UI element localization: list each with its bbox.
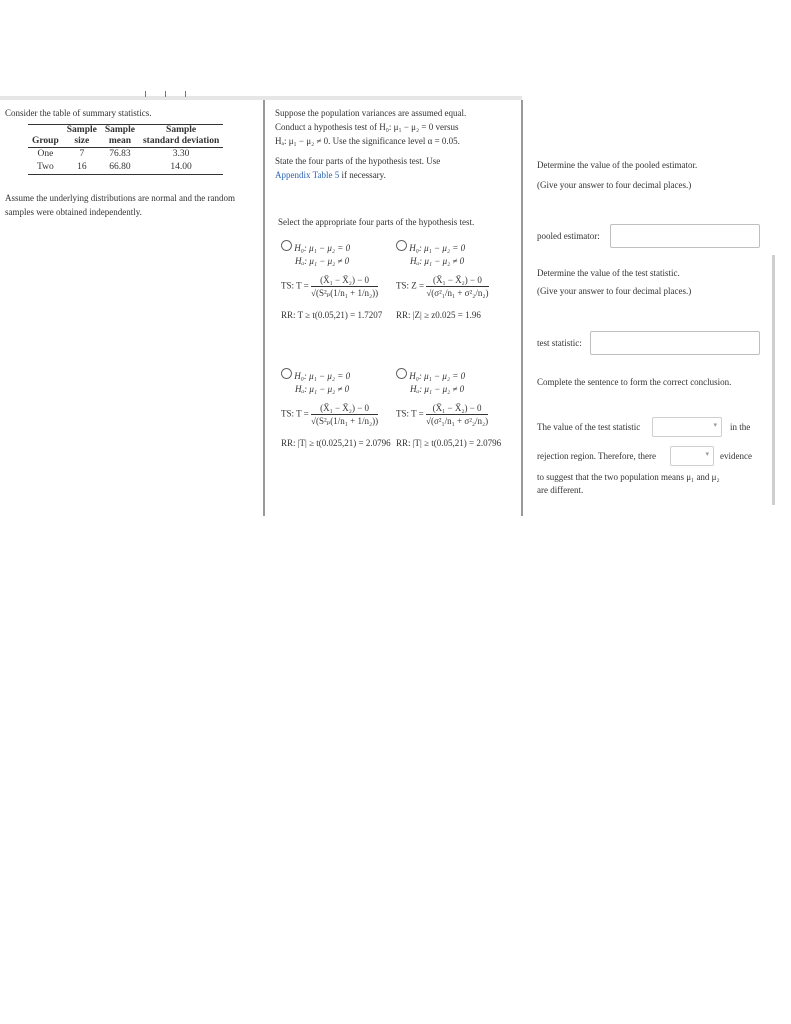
table-header-cell: standard deviation bbox=[139, 136, 223, 148]
option-2-ts-formula bbox=[426, 274, 488, 299]
option-4-ha: Hₐ: μ₁ − μ₂ ≠ 0 bbox=[410, 384, 465, 394]
option-4-radio[interactable] bbox=[396, 368, 407, 379]
option-4-rr: RR: |T| ≥ t(0.05,21) = 2.0796 bbox=[396, 438, 502, 448]
table-cell: 3.30 bbox=[172, 149, 190, 159]
pooled-hint: (Give your answer to four decimal places.) bbox=[537, 180, 692, 190]
middle-instructions bbox=[275, 154, 515, 182]
sentence-part-1: The value of the test statistic bbox=[537, 422, 641, 432]
summary-table-wrap bbox=[28, 124, 223, 175]
option-2-numerator: (X̄₁ − X̄₂) − 0 bbox=[426, 274, 488, 287]
chevron-down-icon: ▾ bbox=[713, 421, 717, 429]
table-header-cell: Sample bbox=[63, 125, 101, 137]
middle-panel-divider bbox=[521, 100, 523, 516]
option-2-rr: RR: |Z| ≥ z0.025 = 1.96 bbox=[396, 310, 481, 320]
ts-label: test statistic: bbox=[537, 338, 582, 348]
option-1-ha: Hₐ: μ₁ − μ₂ ≠ 0 bbox=[295, 256, 350, 266]
pooled-prompt: Determine the value of the pooled estimator. bbox=[537, 160, 698, 170]
option-3-denominator: √(S²ₚ(1/n₁ + 1/n₂)) bbox=[311, 416, 379, 426]
table-row bbox=[28, 161, 223, 175]
select-prompt: Select the appropriate four parts of the hypothesis test. bbox=[278, 217, 475, 227]
option-1-denominator: √(S²ₚ(1/n₁ + 1/n₂)) bbox=[311, 288, 379, 298]
option-1-ts-label: TS: T = bbox=[281, 280, 309, 291]
option-4-h0: H₀: μ₁ − μ₂ = 0 bbox=[409, 371, 466, 381]
table-row bbox=[28, 148, 223, 162]
top-strip bbox=[0, 96, 522, 100]
option-1-h0: H₀: μ₁ − μ₂ = 0 bbox=[294, 243, 351, 253]
option-4-ts-formula bbox=[426, 402, 488, 427]
option-1-rr: RR: T ≥ t(0.05,21) = 1.7207 bbox=[281, 310, 383, 320]
summary-table bbox=[28, 124, 223, 175]
sentence-part-3: rejection region. Therefore, there bbox=[537, 451, 657, 461]
instruction-line bbox=[275, 168, 515, 182]
problem-line: Hₐ: μ₁ − μ₂ ≠ 0. Use the significance level α = 0.05. bbox=[275, 136, 460, 146]
option-1[interactable] bbox=[281, 240, 391, 321]
option-3-ha: Hₐ: μ₁ − μ₂ ≠ 0 bbox=[295, 384, 350, 394]
table-cell: 66.80 bbox=[101, 161, 139, 175]
left-panel-divider bbox=[263, 100, 265, 516]
option-2-denominator: √(σ²₁/n₁ + σ²₂/n₂) bbox=[426, 288, 489, 298]
test-statistic-input[interactable] bbox=[590, 331, 760, 355]
table-header-cell: Group bbox=[28, 136, 63, 148]
option-4[interactable] bbox=[396, 368, 520, 449]
right-scrollbar[interactable] bbox=[772, 255, 775, 505]
option-1-ts-formula bbox=[311, 274, 378, 299]
option-1-numerator: (X̄₁ − X̄₂) − 0 bbox=[311, 274, 378, 287]
problem-line: Suppose the population variances are assumed equal. bbox=[275, 108, 467, 118]
pooled-label: pooled estimator: bbox=[537, 231, 600, 241]
sentence-part-5: to suggest that the two population means μ₁ and μ₂ bbox=[537, 472, 720, 482]
table-cell: Two bbox=[28, 161, 63, 175]
appendix-link[interactable]: Appendix Table 5 bbox=[275, 170, 340, 180]
sentence-part-6: are different. bbox=[537, 485, 584, 495]
option-4-denominator: √(σ²₁/n₁ + σ²₂/n₂) bbox=[426, 416, 489, 426]
option-3-h0: H₀: μ₁ − μ₂ = 0 bbox=[294, 371, 351, 381]
middle-problem bbox=[275, 106, 515, 148]
option-2-ts-label: TS: Z = bbox=[396, 280, 425, 291]
sentence-part-4: evidence bbox=[720, 451, 752, 461]
problem-line: Conduct a hypothesis test of H₀: μ₁ − μ₂ = 0 versus bbox=[275, 122, 459, 132]
option-3[interactable] bbox=[281, 368, 391, 449]
option-3-ts-label: TS: T = bbox=[281, 408, 309, 419]
option-4-numerator: (X̄₁ − X̄₂) − 0 bbox=[426, 402, 488, 415]
ts-prompt: Determine the value of the test statistic. bbox=[537, 268, 680, 278]
option-3-numerator: (X̄₁ − X̄₂) − 0 bbox=[311, 402, 378, 415]
sentence-part-2: in the bbox=[730, 422, 751, 432]
option-2-ha: Hₐ: μ₁ − μ₂ ≠ 0 bbox=[410, 256, 465, 266]
table-cell: 16 bbox=[63, 161, 101, 175]
instruction-rest: if necessary. bbox=[339, 170, 386, 180]
chevron-down-icon: ▾ bbox=[705, 450, 709, 458]
table-header-cell bbox=[28, 125, 63, 137]
top-tick bbox=[185, 91, 186, 97]
option-2-radio[interactable] bbox=[396, 240, 407, 251]
table-header-cell: size bbox=[63, 136, 101, 148]
ts-hint: (Give your answer to four decimal places.) bbox=[537, 286, 692, 296]
table-cell: One bbox=[37, 149, 54, 159]
option-2-h0: H₀: μ₁ − μ₂ = 0 bbox=[409, 243, 466, 253]
option-1-radio[interactable] bbox=[281, 240, 292, 251]
option-3-rr: RR: |T| ≥ t(0.025,21) = 2.0796 bbox=[281, 438, 391, 448]
conclusion-prompt: Complete the sentence to form the correct conclusion. bbox=[537, 377, 732, 387]
left-intro: Consider the table of summary statistics. bbox=[5, 108, 152, 118]
table-header-cell: Sample bbox=[101, 125, 139, 137]
test-statistic-region-select[interactable] bbox=[652, 417, 722, 437]
table-header-cell: mean bbox=[101, 136, 139, 148]
table-cell: 7 bbox=[79, 149, 85, 159]
option-2[interactable] bbox=[396, 240, 520, 321]
instruction-line: State the four parts of the hypothesis test. Use bbox=[275, 156, 441, 166]
option-3-radio[interactable] bbox=[281, 368, 292, 379]
evidence-select[interactable] bbox=[670, 446, 714, 466]
pooled-estimator-input[interactable] bbox=[610, 224, 760, 248]
top-tick bbox=[165, 91, 166, 97]
option-3-ts-formula bbox=[311, 402, 378, 427]
left-assumption: Assume the underlying distributions are normal and the random samples were obtained independently. bbox=[5, 193, 235, 217]
table-cell: 14.00 bbox=[139, 161, 223, 175]
table-header-cell: Sample bbox=[139, 125, 223, 137]
table-cell: 76.83 bbox=[109, 149, 131, 159]
top-tick bbox=[145, 91, 146, 97]
option-4-ts-label: TS: T = bbox=[396, 408, 424, 419]
